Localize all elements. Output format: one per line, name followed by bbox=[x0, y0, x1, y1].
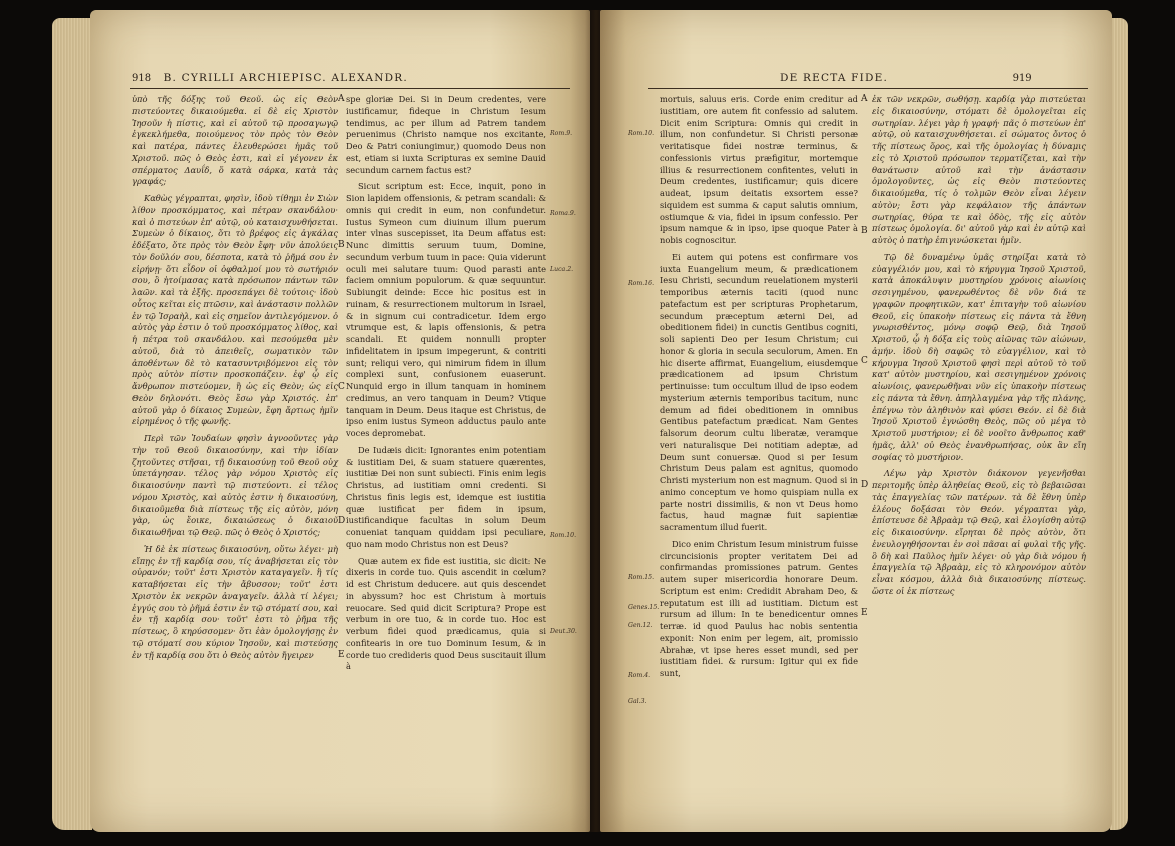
left-running-title: B. CYRILLI ARCHIEPISC. ALEXANDR. bbox=[163, 72, 408, 84]
greek-paragraph: Περὶ τῶν Ἰουδαίων φησὶν ἀγνοοῦντες γὰρ τὴν τοῦ Θεοῦ δικαιοσύνην, καὶ τὴν ἰδίαν ζητοῦντες στῆσαι, τῇ δικαιοσύνῃ τοῦ Θεοῦ οὐχ ὑπετάγησαν. τέλος γὰρ νόμου Χριστὸς εἰς δικαιοσύνην παντὶ τῷ πιστεύοντι. εἰ τέλος νόμου Χριστὸς, καὶ αὐτὸς ἐστιν ἡ δικαιοσύνη, δικαιοῦμεθα διὰ πίστεως τῆς εἰς αὐτὸν, μόνη γὰρ, ὡς ἔοικε, δικαιώσεως ὁ δικαιοῦ δικαιωθῆναι τῷ Θεῷ. πῶς ὁ Θεὸς ὁ Χριστός; bbox=[132, 433, 338, 537]
greek-paragraph: Τῷ δὲ δυναμένῳ ὑμᾶς στηρίξαι κατὰ τὸ εὐαγγέλιόν μου, καὶ τὸ κήρυγμα Ἰησοῦ Χριστοῦ, κατὰ ἀποκάλυψιν μυστηρίου χρόνοις αἰωνίοις σεσιγημένου, φανερωθέντος δὲ νῦν διά τε γραφῶν προφητικῶν, κατ' ἐπιταγὴν τοῦ αἰωνίου Θεοῦ, εἰς ὑπακοὴν πίστεως εἰς πάντα τὰ ἔθνη γνωρισθέντος, μόνῳ σοφῷ Θεῷ, διὰ Ἰησοῦ Χριστοῦ, ᾧ ἡ δόξα εἰς τοὺς αἰῶνας τῶν αἰώνων, ἀμήν. ἰδοὺ δὴ σαφῶς τὸ εὐαγγέλιον, καὶ τὸ κήρυγμα Ἰησοῦ Χριστοῦ φησὶ περὶ αὐτοῦ τὸ τοῦ κατ' αὐτὸν μυστηρίου, καὶ σεσιγημένον χρόνοις αἰωνίοις, φανερωθῆναι νῦν εἰς ὑπακοὴν πίστεως εἰς πάντα τὰ ἔθνη. ἀπηλλαγμένα γὰρ τῆς πλάνης, ἐπέγνω τὸν ἀληθινὸν καὶ φύσει Θεόν. εἰ δὲ διὰ Ἰησοῦ Χριστοῦ ἐγνώσθη Θεὸς, πῶς οὐ μέγα τὸ Χριστοῦ μυστήριον; εἰ δὲ νοοῖτο ἄνθρωπος καθ' ἡμᾶς, ἀλλ' οὐ Θεὸς ἐνανθρωπήσας, οὐκ ἂν εἴη σοφίας τὸ μυστήριον. bbox=[872, 251, 1086, 462]
greek-paragraph: ἐκ τῶν νεκρῶν, σωθήσῃ. καρδίᾳ γὰρ πιστεύεται εἰς δικαιοσύνην, στόματι δὲ ὁμολογεῖται εἰς σωτηρίαν. λέγει γὰρ ἡ γραφή· πᾶς ὁ πιστεύων ἐπ' αὐτῷ, οὐ καταισχυνθήσεται. εἰ σώματος ὄντος ὁ τῆς πίστεως ὅρος, καὶ τῆς ὁμολογίας ἡ δύναμις εἰς τὸ Χριστοῦ πρόσωπον τερματίζεται, καὶ τὴν θανάτωσιν αὐτοῦ καὶ τὴν ἀνάστασιν ὁμολογοῦντες, ὡς εἰς Θεὸν πιστεύοντες δικαιούμεθα, τίς ὁ τολμῶν Θεὸν εἶναι λέγειν αὐτὸν; ἔστι γὰρ κεφάλαιον τῆς ἁπάντων σωτηρίας, θύρα τε καὶ ὁδὸς, τῆς εἰς αὐτὸν πίστεως ὁμολογία. δι' αὐτοῦ γὰρ καὶ ἐν αὐτῷ καὶ αὐτὸς ὁ πατὴρ ἐπιγινώσκεται ἡμῖν. bbox=[872, 94, 1086, 245]
section-letter: C bbox=[861, 356, 868, 366]
greek-paragraph: Ἡ δὲ ἐκ πίστεως δικαιοσύνη, οὕτω λέγει· μὴ εἴπῃς ἐν τῇ καρδίᾳ σου, τίς ἀναβήσεται εἰς τὸν οὐρανόν; τοῦτ' ἐστι Χριστὸν καταγαγεῖν. ἢ τίς καταβήσεται εἰς τὴν ἄβυσσον; τοῦτ' ἐστι Χριστὸν ἐκ νεκρῶν ἀναγαγεῖν. ἀλλὰ τί λέγει; ἐγγύς σου τὸ ῥῆμά ἐστιν ἐν τῷ στόματί σου, καὶ ἐν τῇ καρδίᾳ σου· τοῦτ' ἐστι τὸ ῥῆμα τῆς πίστεως, ὃ κηρύσσομεν· ὅτι ἐὰν ὁμολογήσῃς ἐν τῷ στόματί σου κύριον Ἰησοῦν, καὶ πιστεύσῃς ἐν τῇ καρδίᾳ σου ὅτι ὁ Θεὸς αὐτὸν ἤγειρεν bbox=[132, 543, 338, 660]
latin-paragraph: Sicut scriptum est: Ecce, inquit, pono in Sion lapidem offensionis, & petram scandali: & omnis qui credit in eum, non confundetur. Iustus Symeon cum diuinum illum puerum inter vlnas suscepisset, ita Deum affatus est: Nunc dimittis seruum tuum, Domine, secundum verbum tuum in pace: Quia viderunt oculi mei salutare tuum: Quod parasti ante faciem omnium populorum. & quæ sequuntur. Subiungit deinde: Ecce hic positus est in ruinam, & resurrectionem multorum in Israel, & in signum cui contradicetur. Idem ergo vtrumque est, & lapis offensionis, & petra scandali. Et quidem nonnulli propter infidelitatem in ipsum impegerunt, & contriti sunt; reliqui vero, qui nimirum fidem in illum complexi sunt, confusionem euaserunt. Nunquid ergo in illum tanquam in hominem credimus, an vero tanquam in Deum? Vtique tanquam in Deum. Deus itaque est Christus, de ipso enim iustus Symeon adductus paulo ante voces depromebat. bbox=[346, 181, 546, 438]
margin-note: Rom.9. bbox=[550, 130, 573, 137]
latin-paragraph: Ei autem qui potens est confirmare vos iuxta Euangelium meum, & prædicationem Iesu Christi, secundum reuelationem mysterii temporibus æternis taciti (quod nunc patefactum est per scripturas Prophetarum, secundum præceptum æterni Dei, ad obeditionem fidei) in cunctis Gentibus cogniti, soli sapienti Deo per Iesum Christum; cui honor & gloria in secula seculorum, Amen. En hic diserte affirmat, Euangelium, eiusdemque prædicationem ad ipsum Christum pertinuisse: tum occultum illud de ipso eodem mysterium æternis temporibus tacitum, nunc demum ad fidei obeditionem in omnibus Gentibus patefactum prædicat. Nam Gentes falsorum deorum cultu liberatæ, veramque veri naturalisque Dei notitiam adeptæ, ad Deum sunt conuersæ. Quod si per Iesum Christum Deus palam est agnitus, quomodo Christi mysterium non est magnum. Quod si in animo conceptum ve homo quispiam nulla ex parte nostri dissimilis, & non vt Deus homo factus, haud magnæ fuit sapientiæ sacramentum illud fuerit. bbox=[660, 251, 858, 532]
section-letter: C bbox=[338, 382, 345, 392]
margin-note: Rom.16. bbox=[628, 280, 655, 287]
latin-paragraph: Quæ autem ex fide est iustitia, sic dicit: Ne dixeris in corde tuo. Quis ascendit in cœlum? id est Christum deducere. aut quis descendet in abyssum? hoc est Christum à mortuis reuocare. Sed quid dicit Scriptura? Prope est verbum in ore tuo, & in corde tuo. Hoc est verbum fidei quod prædicamus, quia si confitearis in ore tuo Dominum Iesum, & in corde tuo credideris quod Deus suscitauit illum à bbox=[346, 555, 546, 672]
greek-paragraph: Καθὼς γέγραπται, φησὶν, ἰδοὺ τίθημι ἐν Σιὼν λίθον προσκόμματος, καὶ πέτραν σκανδάλου· καὶ ὁ πιστεύων ἐπ' αὐτῷ, οὐ καταισχυνθήσεται. Συμεὼν ὁ δίκαιος, ὅτι τὸ βρέφος εἰς ἀγκάλας ἐδέξατο, ὅτε πρὸς τὸν Θεὸν ἔφη· νῦν ἀπολύεις τὸν δοῦλόν σου, δέσποτα, κατὰ τὸ ῥῆμά σου ἐν εἰρήνῃ· ὅτι εἶδον οἱ ὀφθαλμοί μου τὸ σωτήριόν σου, ὃ ἡτοίμασας κατὰ πρόσωπον πάντων τῶν λαῶν. καὶ τὰ ἑξῆς. προσεπάγει δὲ τούτοις· ἰδοὺ οὗτος κεῖται εἰς πτῶσιν, καὶ ἀνάστασιν πολλῶν ἐν τῷ Ἰσραὴλ, καὶ εἰς σημεῖον ἀντιλεγόμενον. ὁ αὐτὸς γὰρ ἐστιν ὁ τοῦ προσκόμματος λίθος, καὶ ἡ πέτρα τοῦ σκανδάλου. καὶ πεσούμεθα μὲν αὐτοῦ, διὰ τὸ ἀπειθεῖς, σωματικὸν τῶν ἀποθέντων δὲ τὸ κατασυντριβόμενοι εἰς τὸν πρὸς αὐτὸν πίστιν προσκοπάζειν. ἐφ' ᾧ εἰς ἄνθρωπον πιστεύομεν, ἢ ὡς εἰς Θεὸν; ὡς εἰς Θεὸν δηλονότι. Θεὸς ἔσω γὰρ Χριστός. ἐπ' αὐτοῦ γὰρ ὁ δίκαιος Συμεὼν, ἔφη ἄρτιως ἡμῖν εἰρημένος ὁ τῆς φωνῆς. bbox=[132, 193, 338, 427]
section-letter: B bbox=[861, 226, 868, 236]
right-running-head bbox=[780, 72, 1040, 84]
right-header-rule bbox=[648, 88, 1088, 89]
section-letter: A bbox=[861, 94, 868, 104]
left-greek-column bbox=[132, 94, 338, 666]
margin-note: Gal.3. bbox=[628, 698, 647, 705]
margin-note: Rom.10. bbox=[550, 532, 577, 539]
latin-paragraph: De Iudæis dicit: Ignorantes enim potentiam & iustitiam Dei, & suam statuere quærentes, iustitiæ Dei non sunt subiecti. Finis enim legis Christus, ad iustitiam omni credenti. Si Christus finis legis est, idemque est iustitia quæ iustificat per fidem in ipsum, iustificandique facultas in solum Deum conueniat tanquam quiddam ipsi peculiare, quo nam modo Christus non est Deus? bbox=[346, 444, 546, 549]
margin-note: Roma.9. bbox=[550, 210, 576, 217]
section-letter: D bbox=[861, 480, 869, 490]
left-page bbox=[90, 10, 590, 832]
greek-paragraph: Λέγω γὰρ Χριστὸν διάκονον γεγενῆσθαι περιτομῆς ὑπὲρ ἀληθείας Θεοῦ, εἰς τὸ βεβαιῶσαι τὰς ἐπαγγελίας τῶν πατέρων. τὰ δὲ ἔθνη ὑπὲρ ἐλέους δοξάσαι τὸν Θεόν. γέγραπται γὰρ, ἐπίστευσε δὲ Ἀβραὰμ τῷ Θεῷ, καὶ ἐλογίσθη αὐτῷ εἰς δικαιοσύνην. εἴρηται δὲ πρὸς αὐτὸν, ὅτι ἐνευλογηθήσονται ἐν σοὶ πᾶσαι αἱ φυλαὶ τῆς γῆς. ὃ δὴ καὶ Παῦλος ἡμῖν λέγει· οὐ γὰρ διὰ νόμου ἡ ἐπαγγελία τῷ Ἀβραὰμ, εἰς τὸ κληρονόμον αὐτὸν εἶναι κόσμου, ἀλλὰ διὰ δικαιοσύνης πίστεως. ὥστε οἱ ἐκ πίστεως bbox=[872, 468, 1086, 596]
left-header-rule bbox=[130, 88, 570, 89]
right-greek-column bbox=[872, 94, 1086, 603]
margin-note: Rom.4. bbox=[628, 672, 651, 679]
margin-note: Rom.10. bbox=[628, 130, 655, 137]
section-letter: B bbox=[338, 240, 345, 250]
margin-note: Rom.15. bbox=[628, 574, 655, 581]
margin-note: Deut.30. bbox=[550, 628, 577, 635]
right-running-title: DE RECTA FIDE. bbox=[780, 72, 889, 84]
open-book bbox=[52, 10, 1132, 838]
right-page bbox=[600, 10, 1112, 832]
latin-paragraph: spe gloriæ Dei. Si in Deum credentes, vere iustificamur, fideque in Christum Iesum tendimus, ac per illum ad Patrem tandem peruenimus (Christo namque nos excitante, Deo & Patri coniungimur,) quomodo Deus non est, etiam si iuxta Scripturas ex semine Dauid secundum carnem factus est? bbox=[346, 94, 546, 175]
left-running-head bbox=[124, 72, 408, 84]
margin-note: Luca.2. bbox=[550, 266, 574, 273]
left-latin-column bbox=[346, 94, 546, 678]
right-page-edges bbox=[1110, 18, 1128, 830]
margin-note: Genes.15. bbox=[628, 604, 660, 611]
latin-paragraph: mortuis, saluus eris. Corde enim creditur ad iustitiam, ore autem fit confessio ad salutem. Dicit enim Scriptura: Omnis qui credit in illum, non confundetur. Si Christi personæ veritatisque fidei nostræ terminus, & confessionis virtus præfigitur, mortemque illius & resurrectionem confitentes, veluti in Deum credentes, iustificamur; quis dicere audeat, ipsum deitatis exsortem esse? siquidem est summa & caput salutis omnium, ostiumque & via, fidei in ipsum confessio. Per ipsum namque & in ipso, ipse quoque Pater à nobis cognoscitur. bbox=[660, 94, 858, 245]
section-letter: E bbox=[861, 608, 868, 618]
margin-note: Gen.12. bbox=[628, 622, 653, 629]
greek-paragraph: ὑπὸ τῆς δόξης τοῦ Θεοῦ. ὡς εἰς Θεὸν πιστεύοντες δικαιούμεθα. εἰ δὲ εἰς Χριστὸν Ἰησοῦν ἡ πίστις, καὶ εἰ αὐτοῦ τῷ προσαγωγῷ ἐγκεκλήμεθα, ποιούμενος τὸν πρὸς τὸν Θεὸν καὶ πατέρα, πάντες ἐλευθερώσει ἡμᾶς τοῦ Χριστοῦ. πῶς ὁ Θεὸς ἐστι, καὶ εἰ γέγονεν ἐκ σπέρματος Δαυΐδ, ὅ κατὰ σάρκα, κατὰ τὰς γραφάς; bbox=[132, 94, 338, 187]
left-page-number: 918 bbox=[132, 73, 152, 84]
latin-paragraph: Dico enim Christum Iesum ministrum fuisse circuncisionis propter veritatem Dei ad confirmandas promissiones patrum. Gentes autem super misericordia honorare Deum. Scriptum est enim: Credidit Abraham Deo, & reputatum est illi ad iustitiam. Dictum est rursum ad illum: In te benedicentur omnes terræ. id quod Paulus hac nobis sententia exponit: Non enim per legem, ait, promissio Abrahæ, vt ipse heres esset mundi, sed per iustitiam fidei. & rursum: Igitur qui ex fide sunt, bbox=[660, 538, 858, 678]
section-letter: E bbox=[338, 650, 345, 660]
left-page-edges bbox=[52, 18, 92, 830]
section-letter: A bbox=[338, 94, 345, 104]
right-latin-column bbox=[660, 94, 858, 685]
right-page-number: 919 bbox=[1012, 73, 1032, 84]
section-letter: D bbox=[338, 516, 346, 526]
